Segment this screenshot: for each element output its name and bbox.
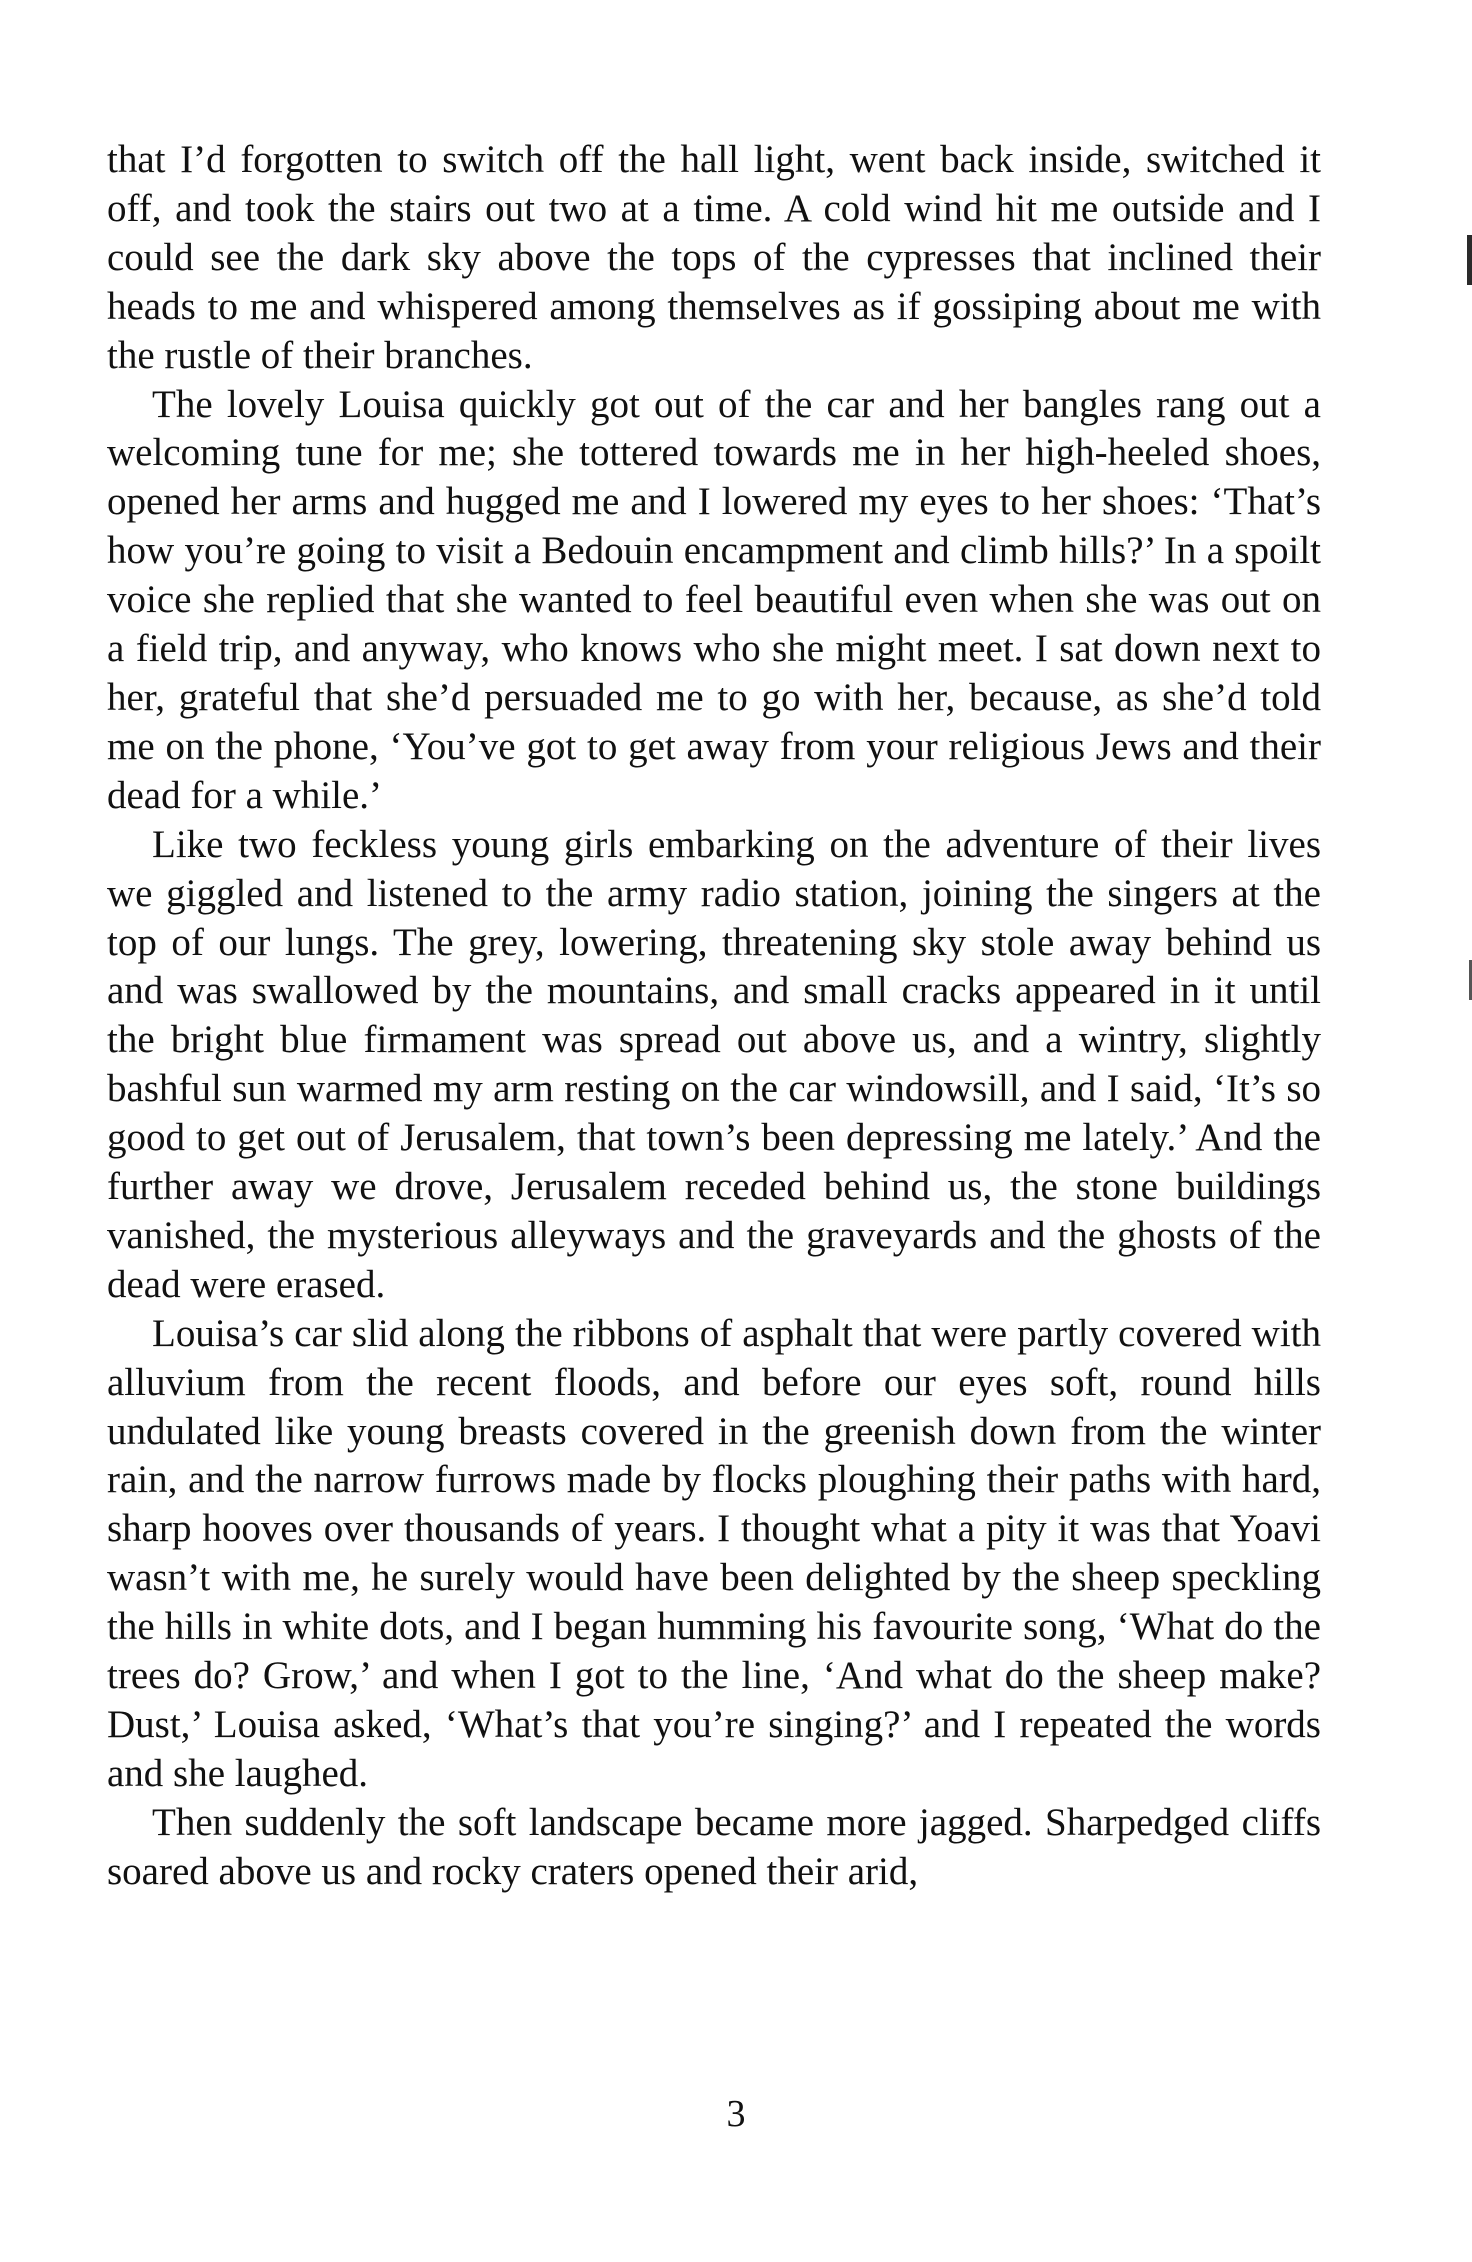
paragraph: The lovely Louisa quickly got out of the car and her bangles rang out a welcoming tune for me; she tottered towards me in her high-heeled shoes, opened her arms and hugged me and I lowered my eyes to her shoes: ‘That’s how you’re going to visit a Bedouin encampment and climb hills?’ In a spoilt voice she replied that she wanted to feel beautiful even when she was out on a field trip, and anyway, who knows who she might meet. I sat down next to her, grateful that she’d persuaded me to go with her, because, as she’d told me on the phone, ‘You’ve got to get away from your religious Jews and their dead for a while.’ bbox=[107, 382, 1321, 817]
page-number: 3 bbox=[726, 2093, 746, 2135]
paragraph: Then suddenly the soft landscape became more jagged. Sharpedged cliffs soared above us and rocky craters opened their arid, bbox=[107, 1800, 1321, 1893]
scan-edge-mark bbox=[1467, 235, 1472, 285]
body-text bbox=[107, 136, 1321, 1897]
paragraph-continued: that I’d forgotten to switch off the hall light, went back inside, switched it off, and took the stairs out two at a time. A cold wind hit me outside and I could see the dark sky above the tops of the cypresses that inclined their heads to me and whispered among themselves as if gossiping about me with the rustle of their branches. bbox=[107, 138, 1321, 377]
paragraph: Louisa’s car slid along the ribbons of asphalt that were partly covered with alluvium from the recent floods, and before our eyes soft, round hills undulated like young breasts covered in the greenish down from the winter rain, and the narrow furrows made by flocks ploughing their paths with hard, sharp hooves over thousands of years. I thought what a pity it was that Yoavi wasn’t with me, he surely would have been delighted by the sheep speckling the hills in white dots, and I began humming his favourite song, ‘What do the trees do? Grow,’ and when I got to the line, ‘And what do the sheep make? Dust,’ Louisa asked, ‘What’s that you’re singing?’ and I repeated the words and she laughed. bbox=[107, 1311, 1321, 1795]
paragraph: Like two feckless young girls embarking on the adventure of their lives we giggled and listened to the army radio station, joining the singers at the top of our lungs. The grey, lowering, threatening sky stole away behind us and was swallowed by the mountains, and small cracks appeared in it until the bright blue firmament was spread out above us, and a wintry, slightly bashful sun warmed my arm resting on the car windowsill, and I said, ‘It’s so good to get out of Jerusalem, that town’s been depressing me lately.’ And the further away we drove, Jerusalem receded behind us, the stone buildings vanished, the mysterious alleyways and the graveyards and the ghosts of the dead were erased. bbox=[107, 822, 1321, 1306]
